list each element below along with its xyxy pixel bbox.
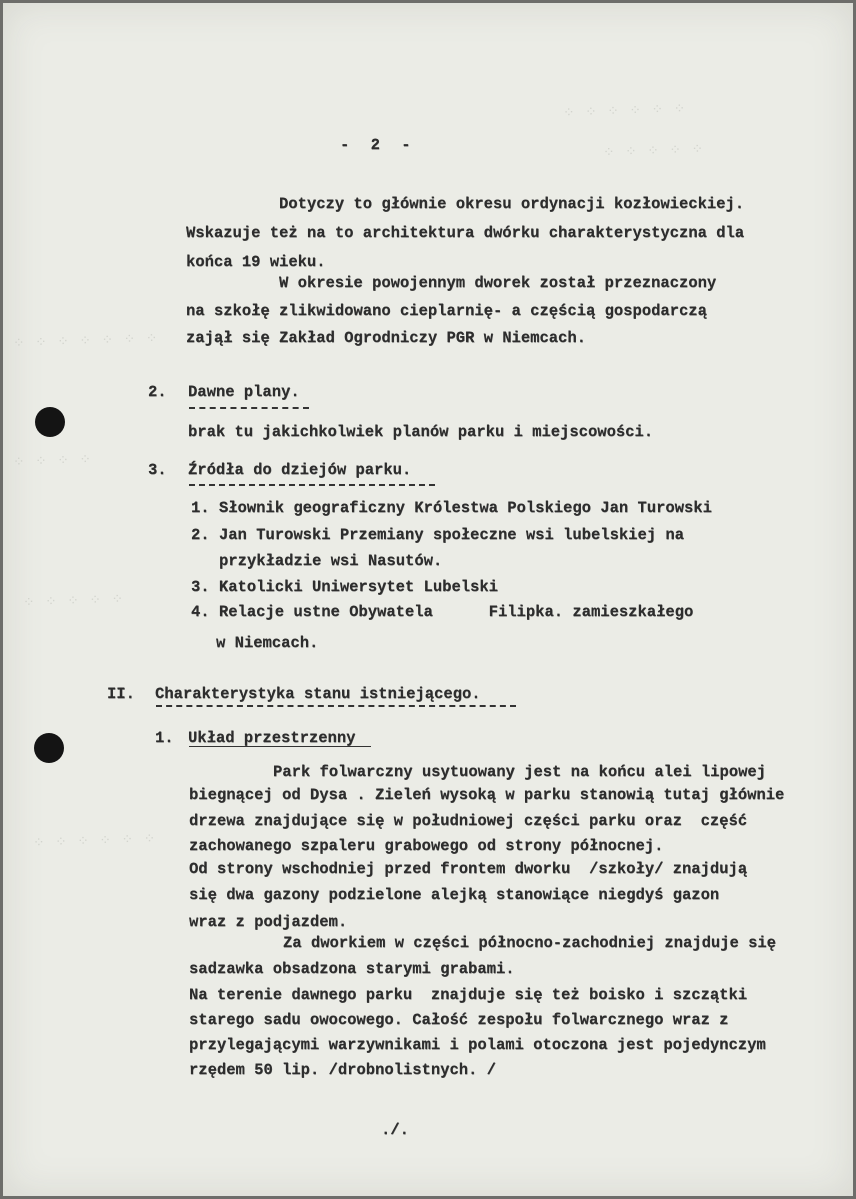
bleed-through: ⁘ ⁘ ⁘ ⁘ ⁘ ⁘ ⁘ <box>12 331 159 353</box>
source-item: 1. Słownik geograficzny Królestwa Polskiego Jan Turowski <box>191 499 712 517</box>
body-line: Od strony wschodniej przed frontem dworku /szkoły/ znajdują <box>189 860 748 878</box>
body-line: Dotyczy to głównie okresu ordynacji kozłowieckiej. <box>279 195 745 213</box>
body-line: W okresie powojennym dworek został przeznaczony <box>279 274 717 292</box>
source-item: 4. Relacje ustne Obywatela Filipka. zamieszkałego <box>191 603 694 621</box>
section-heading: Dawne plany. <box>188 383 300 401</box>
body-line: biegnącej od Dysa . Zieleń wysoką w parku stanowią tutaj głównie <box>189 786 785 804</box>
page-number: - 2 - <box>340 136 417 154</box>
punch-hole <box>34 733 64 763</box>
bleed-through: ⁘ ⁘ ⁘ ⁘ <box>12 452 93 472</box>
chapter-number: II. <box>107 685 135 703</box>
heading-underline <box>189 484 435 486</box>
subsection-number: 1. <box>155 729 174 747</box>
source-item-cont: w Niemcach. <box>216 634 319 652</box>
body-line: się dwa gazony podzielone alejką stanowiące niegdyś gazon <box>189 886 720 904</box>
punch-hole <box>35 407 65 437</box>
subsection-heading: Układ przestrzenny <box>188 729 356 747</box>
body-line: Park folwarczny usytuowany jest na końcu alei lipowej <box>273 763 766 781</box>
heading-underline <box>156 705 516 707</box>
body-line: Wskazuje też na to architektura dwórku charakterystyczna dla <box>186 224 745 242</box>
body-line: zajął się Zakład Ogrodniczy PGR w Niemcach. <box>186 329 586 347</box>
typewritten-page <box>3 3 853 1196</box>
heading-underline <box>189 407 309 409</box>
continuation-mark: ./. <box>381 1121 409 1139</box>
bleed-through: ⁘ ⁘ ⁘ ⁘ ⁘ <box>22 592 125 612</box>
source-item: 3. Katolicki Uniwersytet Lubelski <box>191 578 498 596</box>
body-line: drzewa znajdujące się w południowej części parku oraz część <box>189 812 748 830</box>
body-line: Na terenie dawnego parku znajduje się też boisko i szczątki <box>189 986 748 1004</box>
body-line: przylegającymi warzywnikami i polami otoczona jest pojedynczym <box>189 1036 766 1054</box>
body-line: na szkołę zlikwidowano cieplarnię- a częścią gospodarczą <box>186 302 707 320</box>
bleed-through: ⁘ ⁘ ⁘ ⁘ ⁘ ⁘ <box>562 101 687 123</box>
section-heading: Źródła do dziejów parku. <box>188 461 412 479</box>
section-text: brak tu jakichkolwiek planów parku i miejscowości. <box>188 423 654 441</box>
body-line: wraz z podjazdem. <box>189 913 348 931</box>
body-line: sadzawka obsadzona starymi grabami. <box>189 960 515 978</box>
body-line: Za dworkiem w części północno-zachodniej znajduje się <box>283 934 776 952</box>
source-item-cont: przykładzie wsi Nasutów. <box>219 552 443 570</box>
source-item: 2. Jan Turowski Przemiany społeczne wsi lubelskiej na <box>191 526 684 544</box>
bleed-through: ⁘ ⁘ ⁘ ⁘ ⁘ ⁘ <box>32 831 157 853</box>
heading-underline <box>189 746 371 747</box>
body-line: zachowanego szpaleru grabowego od strony północnej. <box>189 837 664 855</box>
body-line: starego sadu owocowego. Całość zespołu folwarcznego wraz z <box>189 1011 729 1029</box>
body-line: rzędem 50 lip. /drobnolistnych. / <box>189 1061 496 1079</box>
body-line: końca 19 wieku. <box>186 253 326 271</box>
section-number: 2. <box>148 383 167 401</box>
bleed-through: ⁘ ⁘ ⁘ ⁘ ⁘ <box>602 142 705 162</box>
section-number: 3. <box>148 461 167 479</box>
chapter-heading: Charakterystyka stanu istniejącego. <box>155 685 481 703</box>
